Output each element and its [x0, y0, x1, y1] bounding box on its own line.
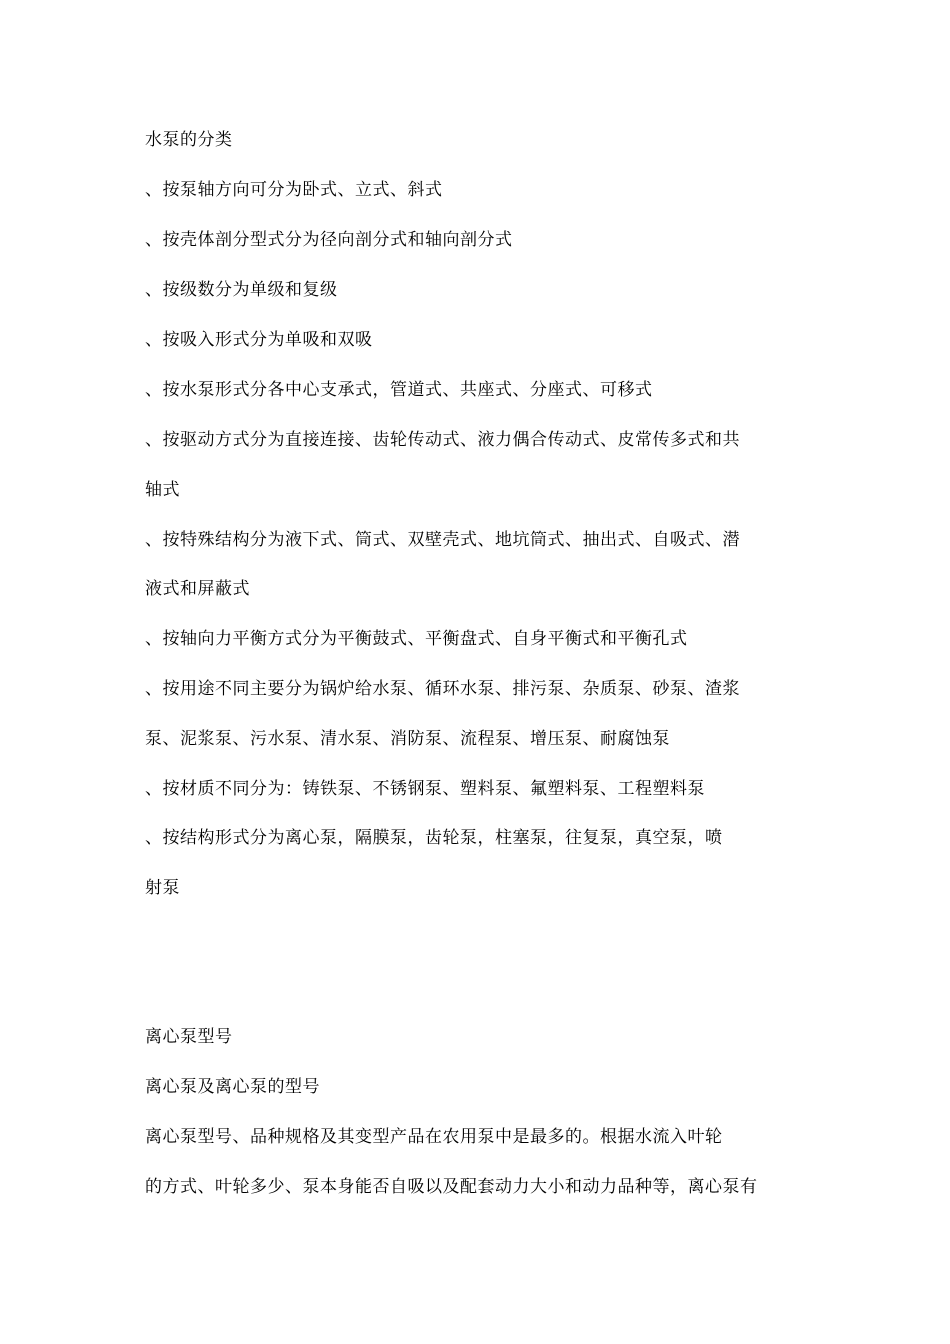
paragraph-line: 的方式、叶轮多少、泵本身能否自吸以及配套动力大小和动力品种等，离心泵有 — [145, 1177, 758, 1197]
classification-item: 、按级数分为单级和复级 — [145, 280, 338, 300]
classification-item: 、按驱动方式分为直接连接、齿轮传动式、液力偶合传动式、皮常传多式和共 — [145, 430, 740, 450]
classification-item-continuation: 液式和屏蔽式 — [145, 579, 250, 599]
classification-item-continuation: 泵、泥浆泵、污水泵、清水泵、消防泵、流程泵、增压泵、耐腐蚀泵 — [145, 729, 670, 749]
section-subheading: 离心泵及离心泵的型号 — [145, 1077, 320, 1097]
classification-item-continuation: 射泵 — [145, 878, 180, 898]
section-heading: 离心泵型号 — [145, 1027, 233, 1047]
classification-item: 、按特殊结构分为液下式、筒式、双壁壳式、地坑筒式、抽出式、自吸式、潜 — [145, 530, 740, 550]
classification-item: 、按轴向力平衡方式分为平衡鼓式、平衡盘式、自身平衡式和平衡孔式 — [145, 629, 688, 649]
classification-item: 、按壳体剖分型式分为径向剖分式和轴向剖分式 — [145, 230, 513, 250]
classification-item: 、按泵轴方向可分为卧式、立式、斜式 — [145, 180, 443, 200]
section-heading: 水泵的分类 — [145, 130, 233, 150]
paragraph-line: 离心泵型号、品种规格及其变型产品在农用泵中是最多的。根据水流入叶轮 — [145, 1127, 723, 1147]
classification-item: 、按吸入形式分为单吸和双吸 — [145, 330, 373, 350]
classification-item: 、按用途不同主要分为锅炉给水泵、循环水泵、排污泵、杂质泵、砂泵、渣浆 — [145, 679, 740, 699]
classification-item: 、按材质不同分为：铸铁泵、不锈钢泵、塑料泵、氟塑料泵、工程塑料泵 — [145, 779, 705, 799]
classification-item: 、按结构形式分为离心泵，隔膜泵，齿轮泵，柱塞泵，往复泵，真空泵，喷 — [145, 828, 723, 848]
classification-item: 、按水泵形式分各中心支承式，管道式、共座式、分座式、可移式 — [145, 380, 653, 400]
classification-item-continuation: 轴式 — [145, 480, 180, 500]
